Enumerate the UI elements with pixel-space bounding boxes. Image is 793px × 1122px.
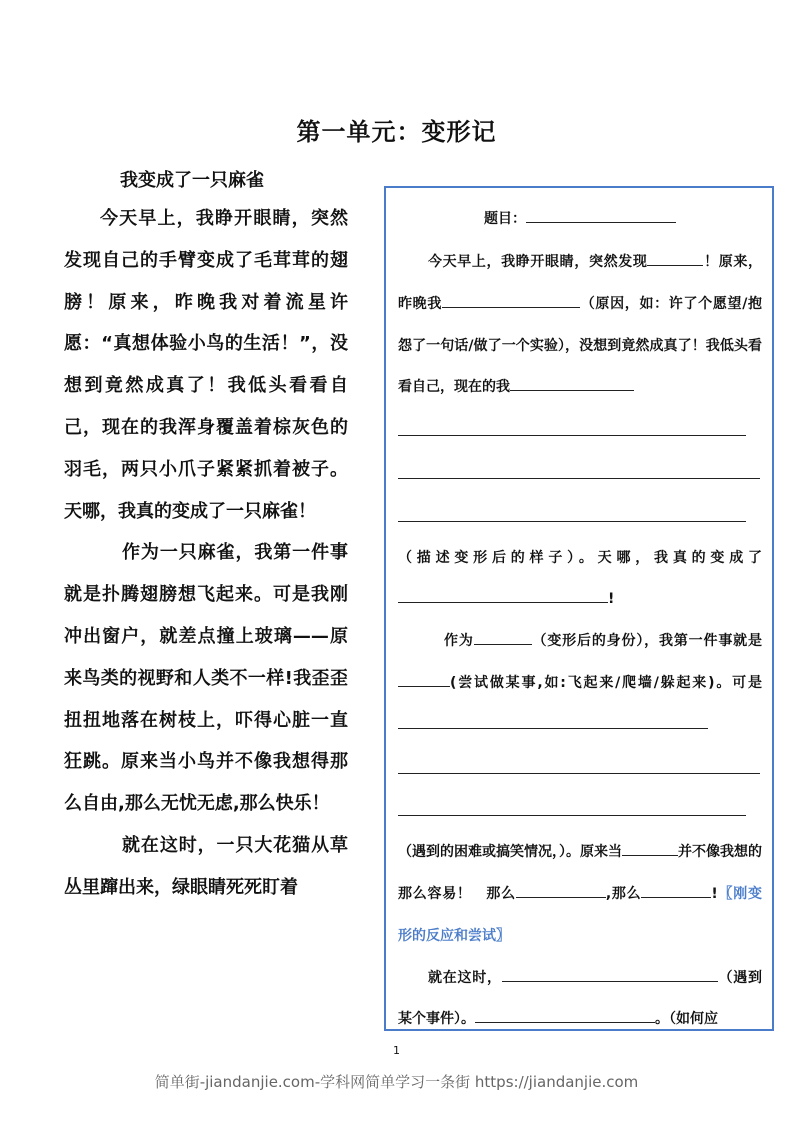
title-blank[interactable]	[526, 206, 676, 223]
p3-text-a: 就在这时，	[428, 969, 502, 986]
p1-text-d: （描述变形后的样子）。天哪，我真的变成了	[398, 549, 762, 566]
blank-first-action[interactable]	[398, 670, 450, 687]
blank-appearance-start[interactable]	[510, 374, 634, 391]
blank-appearance-line-3[interactable]	[398, 495, 746, 522]
blank-appearance-line-2[interactable]	[398, 452, 760, 479]
blank-identity[interactable]	[474, 628, 532, 645]
p2-text-a: 作为	[444, 633, 474, 650]
template-title-label: 题目：	[484, 211, 526, 227]
blank-reason[interactable]	[442, 291, 580, 308]
p1-text-b: ！原来，昨晚我	[398, 254, 763, 312]
blank-difficulty-line-2[interactable]	[398, 789, 746, 816]
blank-difficulty-start[interactable]	[398, 712, 708, 729]
p2-text-c: (尝试做某事,如:飞起来/爬墙/躲起来)。可是	[450, 674, 762, 691]
blank-became[interactable]	[398, 586, 608, 603]
blank-discovery[interactable]	[647, 249, 703, 266]
p1-text-c: （原因，如：许了个愿望/抱怨了一句话/做了一个实验），没想到竟然成真了！我低头看看自己，现在的我	[398, 295, 762, 396]
essay-paragraph-3: 就在这时，一只大花猫从草丛里蹿出来，绿眼睛死死盯着	[64, 834, 348, 898]
p1-text-a: 今天早上，我睁开眼睛，突然发现	[428, 254, 648, 270]
sample-essay	[64, 166, 348, 909]
blank-response[interactable]	[475, 1006, 655, 1023]
essay-paragraph-1: 今天早上，我睁开眼睛，突然发现自己的手臂变成了毛茸茸的翅膀！原来，昨晚我对着流星许愿：“真想体验小鸟的生活！”，没想到竟然成真了！我低头看看自己，现在的我浑身覆盖着棕灰色的羽毛，两只小爪子紧紧抓着被子。天哪，我真的变成了一只麻雀！	[64, 208, 348, 522]
section-hint: 〖刚变形的反应和尝试〗	[398, 885, 762, 944]
template-paragraph-2	[398, 621, 762, 746]
template-paragraph-3	[398, 958, 762, 1042]
blank-so-2[interactable]	[641, 881, 711, 898]
writing-template-box	[384, 186, 774, 1031]
template-paragraph-1-end	[398, 538, 762, 622]
blank-event[interactable]	[502, 965, 718, 982]
blank-appearance-line-1[interactable]	[398, 409, 746, 436]
template-paragraph-2-end	[398, 832, 762, 957]
p1-text-e: !	[608, 591, 615, 608]
blank-difficulty-line-1[interactable]	[398, 747, 760, 774]
essay-title: 我变成了一只麻雀	[120, 170, 264, 191]
blank-when[interactable]	[622, 839, 678, 856]
p3-text-b: （遇到某个事件）。	[398, 969, 762, 1028]
p2-text-g: !	[711, 885, 718, 902]
template-title-line	[398, 206, 762, 230]
p2-text-d: （遇到的困难或搞笑情况，）。原来当	[398, 844, 622, 861]
page-number: 1	[393, 1044, 400, 1057]
page-title: 第一单元：变形记	[296, 118, 497, 146]
footer-watermark: 简单街-jiandanjie.com-学科网简单学习一条街 https://jiandanjie.com	[154, 1073, 639, 1091]
template-paragraph-1	[398, 242, 762, 409]
blank-so-1[interactable]	[516, 881, 606, 898]
p2-text-b: （变形后的身份），我第一件事就是	[531, 633, 763, 650]
p2-text-f: ,那么	[605, 885, 642, 902]
essay-paragraph-2: 作为一只麻雀，我第一件事就是扑腾翅膀想飞起来。可是我刚冲出窗户，就差点撞上玻璃——原来鸟类的视野和人类不一样!我歪歪扭扭地落在树枝上，吓得心脏一直狂跳。原来当小鸟并不像我想得那么自由,那么无忧无虑,那么快乐！	[64, 542, 348, 815]
p2-text-e: 并不像我想的那么容易！ 那么	[398, 844, 762, 902]
p3-text-c: 。（如何应	[655, 1011, 718, 1028]
